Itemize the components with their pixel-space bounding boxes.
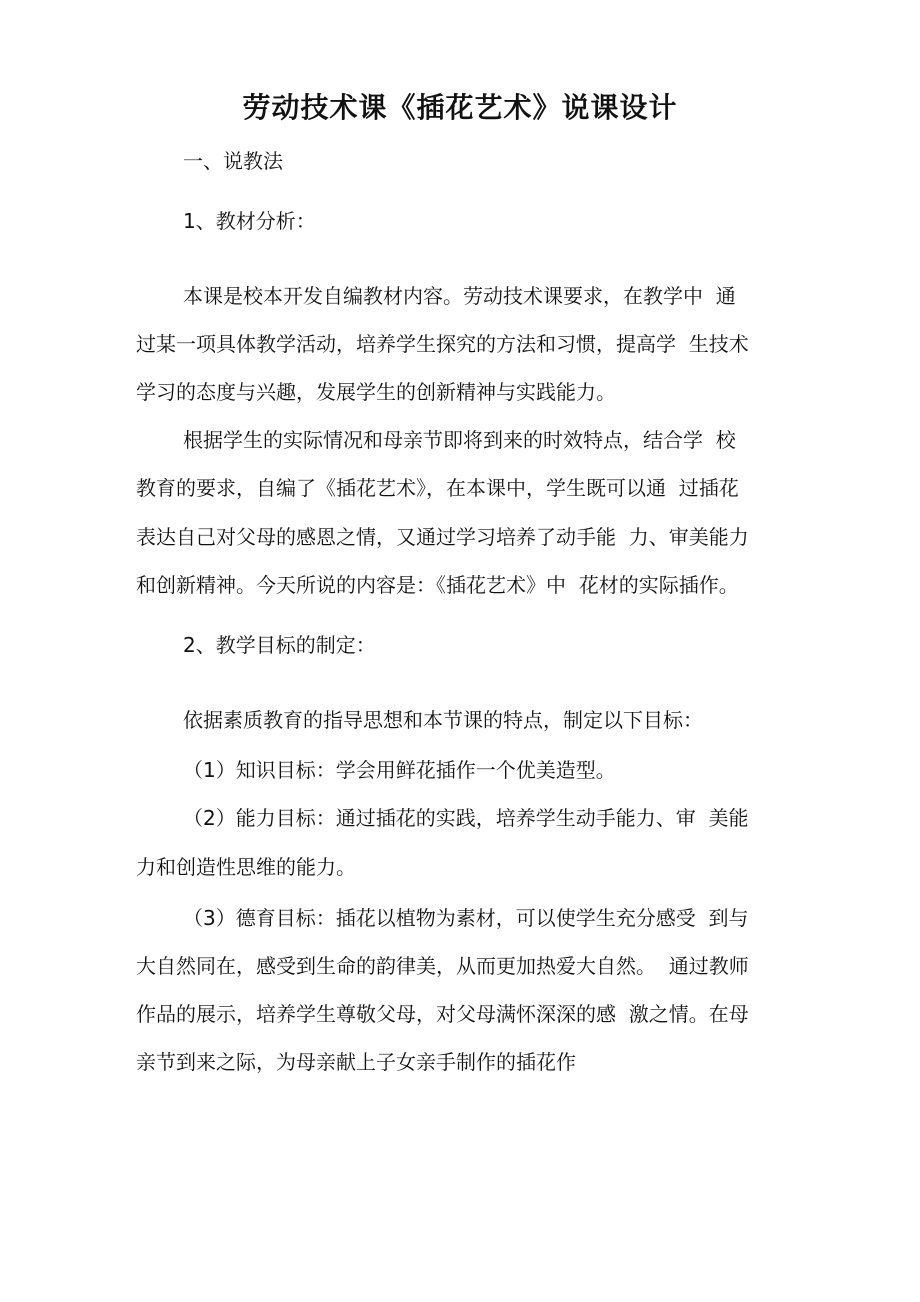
- objective-moral: （3）德育目标：插花以植物为素材，可以使学生充分感受 到与: [183, 906, 749, 930]
- paragraph-line: 和创新精神。今天所说的内容是：《插花艺术》中 花材的实际插作。: [136, 573, 739, 597]
- objective-knowledge: （1）知识目标：学会用鲜花插作一个优美造型。: [183, 758, 616, 782]
- paragraph-line: 本课是校本开发自编教材内容。劳动技术课要求，在教学中 通: [183, 284, 736, 308]
- subheading-material-analysis: 1、教材分析：: [183, 209, 316, 233]
- paragraph-line: 力和创造性思维的能力。: [136, 855, 356, 879]
- document-title: 劳动技术课《插花艺术》说课设计: [242, 91, 678, 124]
- paragraph-line: 大自然同在，感受到生命的韵律美，从而更加热爱大自然。 通过教师: [136, 954, 749, 978]
- objective-ability: （2）能力目标：通过插花的实践，培养学生动手能力、审 美能: [183, 806, 749, 830]
- paragraph-line: 作品的展示，培养学生尊敬父母，对父母满怀深深的感 激之情。在母: [136, 1002, 749, 1026]
- paragraph-line: 根据学生的实际情况和母亲节即将到来的时效特点，结合学 校: [183, 428, 736, 452]
- paragraph-line: 学习的态度与兴趣，发展学生的创新精神与实践能力。: [136, 380, 616, 404]
- section-heading-teaching-method: 一、说教法: [183, 149, 283, 173]
- paragraph-line: 表达自己对父母的感恩之情，又通过学习培养了动手能 力、审美能力: [136, 525, 749, 549]
- paragraph-line: 依据素质教育的指导思想和本节课的特点，制定以下目标：: [183, 708, 703, 732]
- paragraph-line: 教育的要求，自编了《插花艺术》，在本课中，学生既可以通 过插花: [136, 476, 739, 500]
- subheading-teaching-objectives: 2、教学目标的制定：: [183, 633, 376, 657]
- paragraph-line: 亲节到来之际，为母亲献上子女亲手制作的插花作: [136, 1050, 576, 1074]
- paragraph-line: 过某一项具体教学活动，培养学生探究的方法和习惯，提高学 生技术: [136, 332, 749, 356]
